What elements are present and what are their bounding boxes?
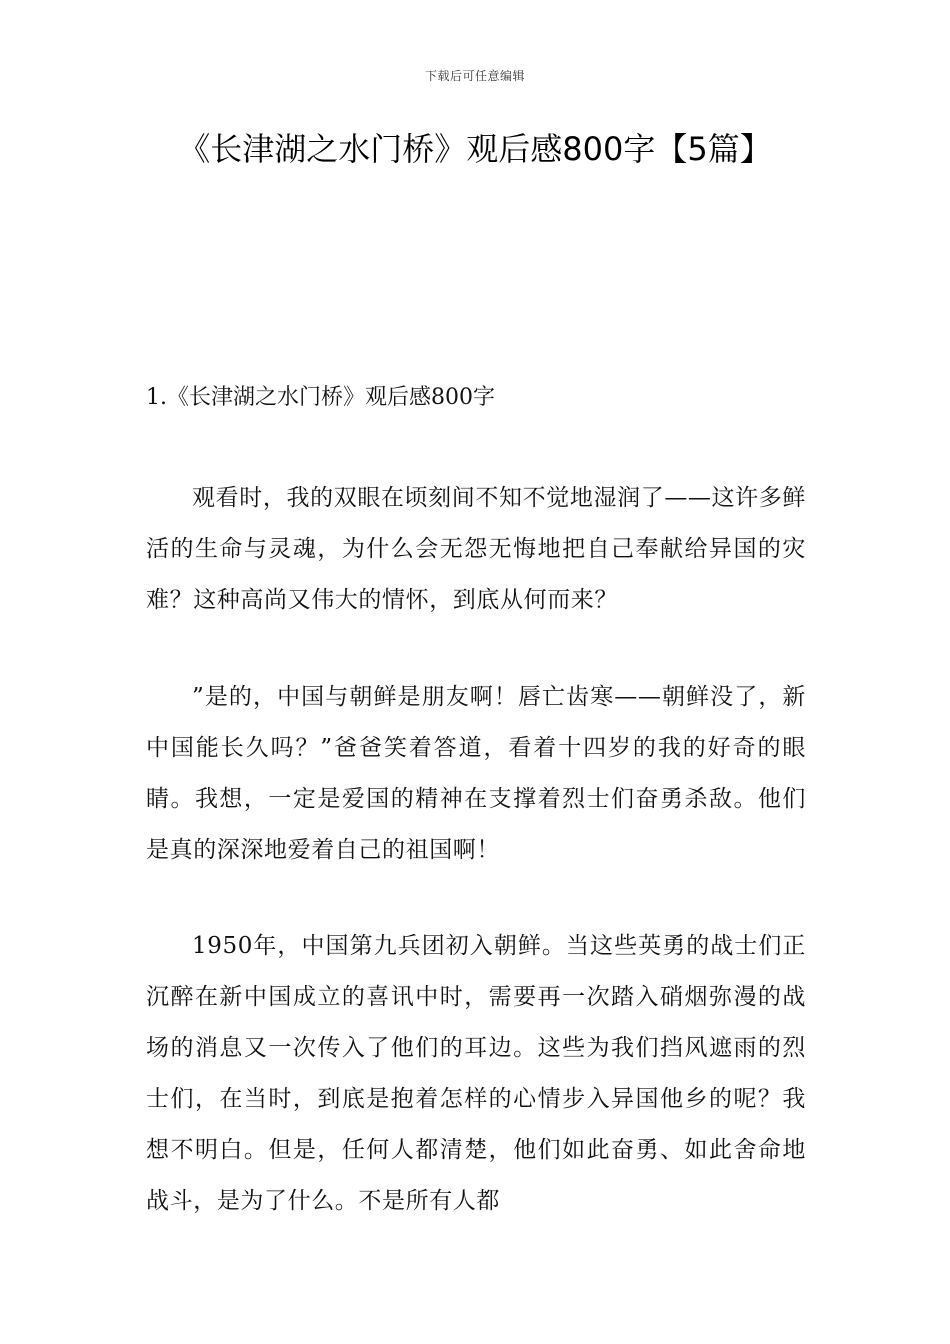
section-heading: 1.《长津湖之水门桥》观后感800字 <box>146 385 495 410</box>
document-title: 《长津湖之水门桥》观后感800字【5篇】 <box>178 130 772 168</box>
paragraph-block-3 <box>146 921 806 1227</box>
header-note: 下载后可任意编辑 <box>424 69 525 83</box>
paragraph-block-2 <box>146 672 806 876</box>
paragraph-2: ”是的，中国与朝鲜是朋友啊！唇亡齿寒——朝鲜没了，新中国能长久吗？”爸爸笑着答道，看着十四岁的我的好奇的眼睛。我想，一定是爱国的精神在支撑着烈士们奋勇杀敌。他们是真的深深地爱着自己的祖国啊！ <box>146 684 806 863</box>
paragraph-block-1 <box>146 473 806 626</box>
paragraph-3: 1950年，中国第九兵团初入朝鲜。当这些英勇的战士们正沉醉在新中国成立的喜讯中时，需要再一次踏入硝烟弥漫的战场的消息又一次传入了他们的耳边。这些为我们挡风遮雨的烈士们，在当时，到底是抱着怎样的心情步入异国他乡的呢？我想不明白。但是，任何人都清楚，他们如此奋勇、如此舍命地战斗，是为了什么。不是所有人都 <box>146 933 806 1214</box>
paragraph-1: 观看时，我的双眼在顷刻间不知不觉地湿润了——这许多鲜活的生命与灵魂，为什么会无怨无悔地把自己奉献给异国的灾难？这种高尚又伟大的情怀，到底从何而来？ <box>146 485 806 613</box>
